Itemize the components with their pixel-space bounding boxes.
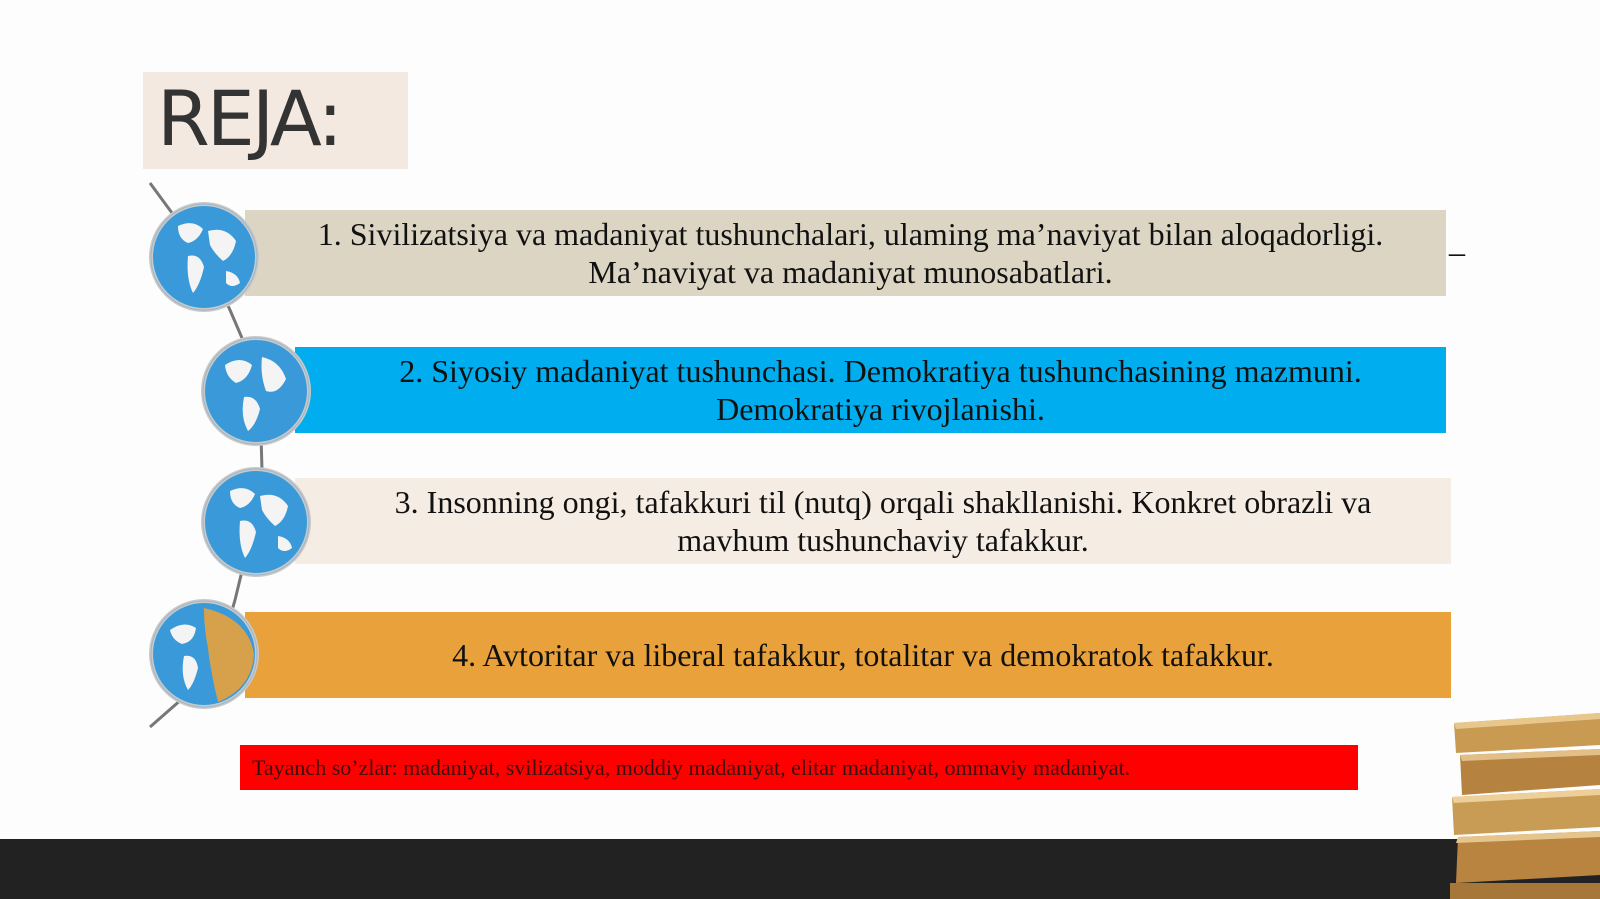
dash-mark: _: [1449, 223, 1465, 259]
plan-item-3-line-2: mavhum tushunchaviy tafakkur.: [677, 522, 1089, 558]
books-image: [1450, 705, 1600, 899]
plan-item-1: [245, 210, 1446, 296]
slide-title: REJA:: [157, 74, 341, 163]
plan-item-4-line-1: 4. Avtoritar va liberal tafakkur, totalitar va demokratok tafakkur.: [452, 637, 1274, 673]
footer-band: [0, 839, 1600, 899]
plan-item-4: [245, 612, 1451, 698]
title-box: [143, 72, 408, 169]
plan-item-2-line-2: Demokratiya rivojlanishi.: [716, 391, 1045, 427]
plan-item-2-line-1: 2. Siyosiy madaniyat tushunchasi. Demokratiya tushunchasining mazmuni.: [399, 353, 1362, 389]
plan-item-1-line-2: Ma’naviyat va madaniyat munosabatlari.: [588, 254, 1113, 290]
globe-icon: [200, 335, 312, 447]
globe-icon: [148, 201, 260, 313]
plan-item-2: [295, 347, 1446, 433]
plan-item-3-line-1: 3. Insonning ongi, tafakkuri til (nutq) orqali shakllanishi. Konkret obrazli va: [394, 484, 1372, 520]
keywords-text: Tayanch so’zlar: madaniyat, svilizatsiya, moddiy madaniyat, elitar madaniyat, ommaviy madaniyat.: [252, 754, 1131, 780]
plan-item-1-line-1: 1. Sivilizatsiya va madaniyat tushunchalari, ulaming ma’naviyat bilan aloqadorligi.: [317, 216, 1384, 252]
plan-item-3: [295, 478, 1451, 564]
globe-icon: [148, 598, 260, 710]
globe-icon: [200, 466, 312, 578]
keywords-box: [240, 745, 1358, 790]
